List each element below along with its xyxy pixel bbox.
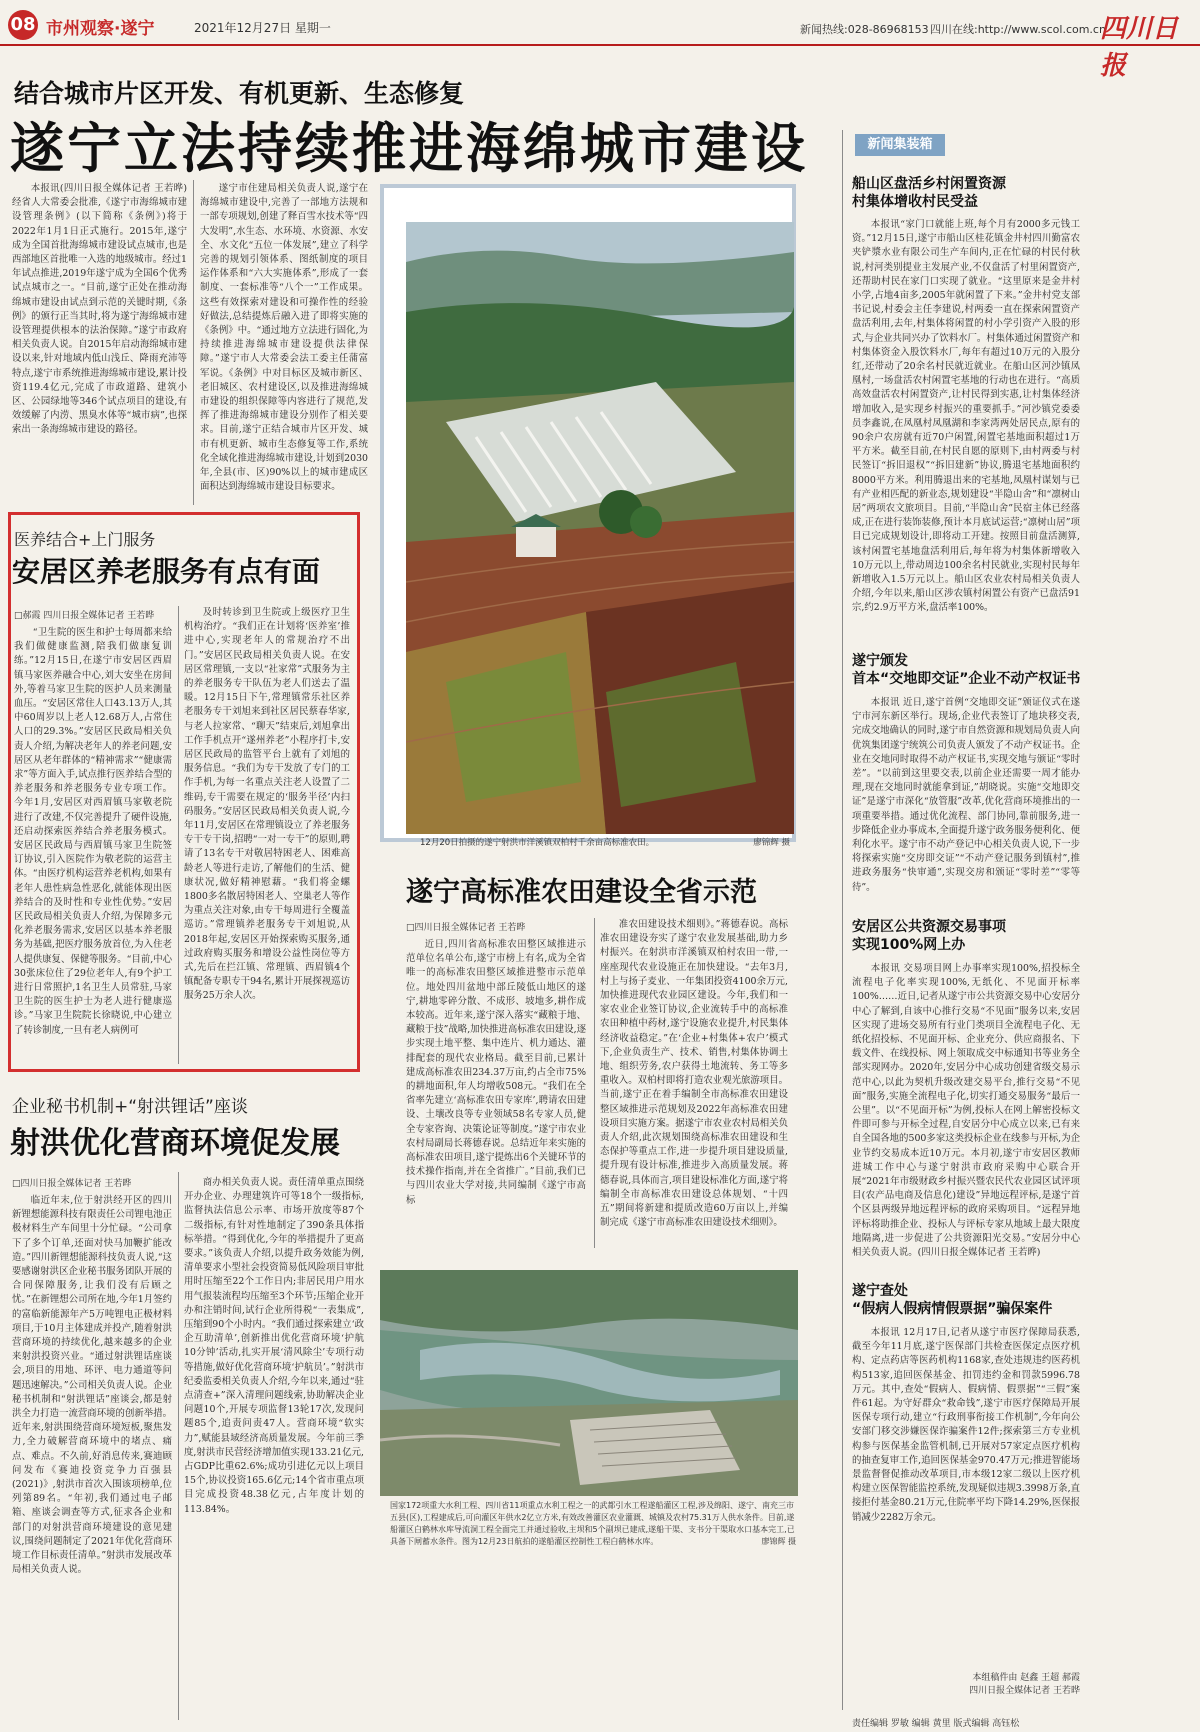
elderly-byline: □郝霞 四川日报全媒体记者 王若晔	[14, 611, 155, 621]
brief-title-3: 安居区公共资源交易事项 实现100%网上办	[852, 919, 1006, 953]
brief-title-4: 遂宁查处 “假病人假病情假票据”骗保案件	[852, 1283, 1053, 1317]
lead-title: 遂宁立法持续推进海绵城市建设	[10, 117, 808, 180]
page-number: 08	[8, 10, 38, 40]
news-container-label: 新闻集装箱	[855, 134, 945, 156]
brief-text-3: 本报讯 交易项目网上办事率实现100%,招投标全流程电子化率实现100%,无纸化、不见面开标率100%……近日,记者从遂宁市公共资源交易中心安居分中心了解到,自该中心推行交易“不见面”服务以来,安居区实现了进场交易所有行业门类项目全流程电子化、无纸化招投标、不见面开标、企业充分、供应商报名、下载文件、在线投标、网上领取成交中标通知书等业务全部实现网办。2020年,安居分中心成功创建省级交易示范中心,以此为契机升级改建交易平台,推行交易“不见面”服务,实施全流程电子化,切实打通交易服务“最后一公里”。以“不见面开标”为例,投标人在网上解密投标文件即可参与开标全过程,自安居分中心成立以来,已有来自全国各地的500多家这类投标企业在线参与开标,为企业节约交易成本近10万元。本月初,遂宁市安居区教师进城工作中心与遂宁射洪市政府采购中心联合开展“2021年市级财政乡村振兴暨农民代农业园区试评项目(农产品电商及信息化)建设”异地远程评标,是遂宁首个区县两级异地远程评标的政府采购项目。“远程异地评标将助推企业、投标人与评标专家从地域上最大限度地隔离,进一步促进了公共资源阳光交易。”安居分中心相关负责人说。(四川日报全媒体记者 王若晔)	[852, 963, 1080, 1259]
lead-kicker: 结合城市片区开发、有机更新、生态修复	[14, 79, 465, 108]
issue-date: 2021年12月27日 星期一	[194, 21, 331, 35]
masthead-logo: 四川日报	[1100, 14, 1179, 81]
elderly-title: 安居区养老服务有点有面	[12, 555, 321, 588]
elderly-column-1: “卫生院的医生和护士每周都来给我们做健康监测,陪我们做康复训练。”12月15日,在遂宁市安居区西眉镇马家医养融合中心,刘大安坐在房间外,等着马家卫生院的医护人员来测量血压。“安居区常住人口43.13万人,其中60周岁以上老人12.68万人,占常住人口的29.3%。”安居区民政局相关负责人介绍,为解决老年人的养老问题,安居区从老年群体的“精神需求”“健康需求”等方面入手,试点推行医养结合型的养老服务和养老服务专业专项工作。今年1月,安居区对西眉镇马家敬老院进行了改建,不仅完善提升了硬件设施,还启动探索医养结合养老服务模式。安居区民政局与西眉镇马家卫生院签订协议,引入医院作为敬老院的运营主体。“由医疗机构运营养老机构,如果有老年人患性病急性恶化,就能体现出医养结合的及时性和专业性优势。”安居区民政局相关负责人介绍,为保障多元化养老服务需求,安居区以基本养老服务为基础,把医疗服务放首位,为入住老人提供康复、保健等服务。“目前,中心30张床位住了29位老年人,有9个护工进行日常照护,1名卫生人员常驻,马家卫生院的医生护士为老人进行健康巡诊。”马家卫生院院长徐晓说,中心建立了转诊制度,一旦有老人病例可	[14, 627, 172, 1036]
news-hotline: 新闻热线:028-86968153	[800, 23, 929, 36]
farm-column-1: 近日,四川省高标准农田整区域推进示范单位名单公布,遂宁市榜上有名,成为全省唯一的高标准农田整区域推进整市示范单位。地处四川盆地中部丘陵低山地区的遂宁,耕地零碎分散、不成形、坡地多,耕作成本较高。近年来,遂宁深入落实“藏粮于地、藏粮于技”战略,加快推进高标准农田建设,逐步实现土地平整、集中连片、机力通达、灌排配套的现代农业格局。截至目前,已累计建成高标准农田234.37万亩,约占全市75%的耕地面积,年人均增收508元。“我们在全省率先建立‘高标准农田专家库’,聘请农田建设、土壤改良等专业领域58名专家人员,健全专家咨询、决策论证等制度。”遂宁市农业农村局副局长蒋德春说。总结近年来实施的高标准农田项目,遂宁提炼出6个关键环节的技术操作指南,并在全省推广。”目前,我们已与四川农业大学对接,共同编制《遂宁市高标	[406, 939, 586, 1206]
photo-credit: 廖锦辉 摄	[753, 838, 790, 848]
brief-text-1: 本报讯“家门口就能上班,每个月有2000多元钱工资。”12月15日,遂宁市船山区桂花镇金井村四川勤富农夹铲漿水业有限公司生产车间内,正在忙碌的村民付秋说,村河类别提业主发展产业,不仅盘活了村里闲置资产,还帮助村民在家门口实现了就业。“这里原来是金井村小学,占地4亩多,2005年就闲置了下来。”金井村党支部书记说,村委会主任李建说,村两委一直在探索闲置资产盘活利用,去年,村集体将闲置的村小学引资产入股的形式,与企业共同兴办了饮料水厂。村集体通过闲置资产和村集体资金入股饮料水厂,每年有超过10万元的入股分红,还带动了20余名村民就近就业。在船山区河沙镇凤凰村,一场盘活农村闲置宅基地的行动也在进行。“高质高效盘活农村闲置资产,让村民得到实惠,让村集体经济增加收入,是实现乡村振兴的重要抓手。”河沙镇党委委员李鑫说,在凤凰村凤凰湖和李家湾两处居民点,原有的90余户农房就有近70户闲置,闲置宅基地面积超过1万平方米。截至目前,在村民自愿的原则下,由村两委与村民签订“拆旧退权”“拆旧建新”协议,腾退宅基地面积约8000平方米。利用腾退出来的宅基地,凤凰村谋划与已有产业相匹配的新业态,规划建设“半隐山舍”和“凛树山居”两项农文旅项目。目前,“半隐山舍”民宿主体已经落成,正在进行装饰装修,预计本月底试运营;“凛树山居”项目已完成规划设计,即将动工开建。按照目前盘活测算,该村闲置宅基地盘活利用后,每年将为村集体新增收入10万元以上,带动周边100余名村民就业,实现村民每年新增收入1.5万元以上。船山区农业农村局相关负责人介绍,今年以来,船山区涉农镇村闲置公有资产已盘活91宗,约2.9万平方米,盘活率100%。	[852, 219, 1080, 614]
elderly-column-2: 及时转诊到卫生院或上级医疗卫生机构治疗。“我们正在计划将‘医养室’推进中心,实现老年人的常规治疗不出门。”安居区民政局相关负责人说。在安居区常理镇,一支以“社家常”式服务为主的养老服务专干队伍为老人们送去了温暖。12月15日下午,常理镇常乐社区养老服务专干刘旭来到社区居民蔡春华家,与老人拉家常、“聊天”结束后,刘旭拿出工作手机点开“遂州养老”小程序打卡,安居区民政局的监管平台上就有了刘旭的服务信息。“我们为专干发放了专门的工作手机,为每一名重点关注老人设置了二维码,专干需要在规定的‘服务半径’内扫码服务。”安居区民政局相关负责人说,今年11月,安居区在常理镇设立了养老服务专干专干岗,招聘“一对一专干”的原则,聘请了13名专干对敬居特困老人、困难高龄老人等进行走访,了解他们的生活、健康状况,做好精神慰藉。“我们将金螺1800多名散居特困老人、空巢老人等作为重点关注对象,由专干每周进行全覆盖巡访。”常理镇养老服务专干刘旭说,从2018年起,安居区开始探索购买服务,通过政府购买服务和增设公益性岗位等方式,先后在拦江镇、常理镇、西眉镇4个镇配备专职专干94名,累计开展探视巡访服务25万余人次。	[184, 607, 350, 1002]
business-byline: □四川日报全媒体记者 王若晔	[12, 1179, 132, 1189]
brief-title-2: 遂宁颁发 首本“交地即交证”企业不动产权证书	[852, 653, 1081, 687]
business-column-2: 商办相关负责人说。责任清单重点围绕开办企业、办理建筑许可等18个一级指标,监督执法信息公示率、市场开放度等87个二级指标,有针对性地制定了390条具体指标举措。“得到优化,今年的举措提升了更高要求。”该负责人介绍,以提升政务效能为例,清单要求小型社会投资简易低风险项目审批用时压缩至22个工作日内;非居民用户用水用气报装流程均压缩至3个环节;压缩企业开办和注销时间,试行企业所得税“一表集成”,压缩到90个小时内。“我们通过探索建立‘政企互助清单’,创新推出优化营商环境‘护航10分钟’活动,扎实开展‘清风除尘’专项行动等措施,做好优化营商环境‘护航员’。”射洪市纪委监委相关负责人介绍,今年以来,通过“驻点清查+”深入清理问题线索,协助解决企业问题10个,开展专项监督13轮17次,发现问题85个,追责问责47人。营商环境“软实力”,赋能县域经济高质量发展。今年前三季度,射洪市民营经济增加值实现133.21亿元,占GDP比重62.6%;成功引进亿元以上项目15个,协议投资165.6亿元;14个省市重点项目完成投资48.38亿元,占年度计划的113.84%。	[184, 1177, 364, 1515]
farmland-photo	[406, 222, 794, 834]
business-column-1: 临近年末,位于射洪经开区的四川新锂想能源科技有限责任公司锂电池正极材料生产车间里十分忙碌。“公司拿下了多个订单,还面对快马加鞭扩能改造。”四川新锂想能源科技负责人说,“这要感谢射洪区企业秘书服务团队开展的合同保障服务,让我们没有后顾之忧。”在新锂想公司所在地,今年1月签约的富临新能源年产5万吨锂电正极材料项目,于10月主体建成并投产,随着射洪营商环境的持续优化,越来越多的企业来射洪投资兴业。“通过射洪锂话座谈会,项目的用地、环评、电力通道等问题迅速解决。”公司相关负责人说。企业秘书机制和“射洪锂话”座谈会,都是射洪全力打造一流营商环境的创新举措。近年来,射洪围绕营商环境短板,聚焦发力,全力破解营商环境中的堵点、痛点、难点。不久前,好消息传来,赛迪顾问发布《赛迪投资竞争力百强县(2021)》,射洪市首次入围该项榜单,位列第89名。“年初,我们通过电子邮箱、座谈会调查等方式,征求各企业和部门的对射洪营商环境建设的意见建议,围绕问题制定了2021年优化营商环境工作目标责任清单。”射洪市发展改革局相关负责人说。	[12, 1195, 172, 1576]
photo-credit: 廖锦辉 摄	[761, 1537, 796, 1546]
brief-text-2: 本报讯 近日,遂宁首例“交地即交证”颁证仪式在遂宁市河东新区举行。现场,企业代表签订了地块移交表,完成交地确认的同时,遂宁市自然资源和规划局负责人向优筑集团遂宁统筑公司负责人颁发了不动产权证书。企业在交地同时取得不动产权证书,实现交地与颁证“零时差”。“以前到这里要交表,以前企业还需要一周才能办理,现在交地同时就能拿到证,”胡晓说。实施“交地即交证”是遂宁市深化“放管服”改革,优化营商环境推出的一项重要举措。通过优化流程、部门协同,靠前服务,进一步降低企业办事成本,全面提升遂宁政务服务便利化、便利化水平。遂宁市不动产登记中心相关负责人说,下一步将探索实施“交房即交证”“不动产登记服务到镇村”,推进政务服务“快审通”,实现交房和颁证“零时差”“零等待”。	[852, 697, 1080, 893]
brief-title-1: 船山区盘活乡村闲置资源 村集体增收村民受益	[852, 176, 1006, 210]
lead-column-1: 本报讯(四川日报全媒体记者 王若晔)经省人大常委会批准,《遂宁市海绵城市建设管理条例》(以下简称《条例》)将于2022年1月1日正式施行。2015年,遂宁成为全国首批海绵城市建设试点城市,也是西部地区首批唯一入选的地级城市。经过1年试点推进,2019年遂宁成为全国6个优秀试点城市之一。“目前,遂宁正处在推动海绵城市建设由试点到示范的关键时期,《条例》的颁行正当其时,将为遂宁海绵城市建设管理提供根本的法治保障。”遂宁市政府相关负责人说。自2015年启动海绵城市建设以来,针对地域内低山浅丘、降雨充沛等特点,遂宁市系统推进海绵城市建设,累计投资119.4亿元,完成了市政道路、建筑小区、公园绿地等346个试点项目的建设,有效缓解了内涝、黑臭水体等“城市病”,也探索出一条海绵城市建设的路径。	[12, 183, 187, 436]
column-divider	[178, 606, 179, 1064]
farm-title: 遂宁高标准农田建设全省示范	[406, 877, 757, 908]
column-divider	[842, 130, 843, 1710]
column-divider	[193, 180, 194, 505]
business-title: 射洪优化营商环境促发展	[10, 1126, 340, 1161]
farm-byline: □四川日报全媒体记者 王若晔	[406, 923, 526, 933]
reservoir-aerial-photo	[380, 1270, 798, 1496]
section-name: 市州观察·遂宁	[46, 19, 155, 39]
lead-column-2: 遂宁市住建局相关负责人说,遂宁在海绵城市建设中,完善了一部地方法规和一部专项规划,创建了释百雪水技术等“四大发明”,水生态、水环境、水资源、水安全、水文化“五位一体发展”,建立了科学完善的规划引领体系、图纸制度的项目运作体系和“六大实施体系”,形成了一套制度、一套标准等“八个一”工作成果。这些有效探索对建设和可操作性的经验好做法,总结提炼后融入进了即将实施的《条例》中。“通过地方立法进行固化,为持续推进海绵城市建设提供法律保障。”遂宁市人大常委会法工委主任蒲富军说。《条例》中对目标区及城市新区、老旧城区、农村建设区,以及推进海绵城市建设的组织保障等内容进行了规范,发挥了推进海绵城市建设分别作了相关要求。目前,遂宁正结合城市片区开发、城市有机更新、城市生态修复等工作,系统化全域化推进海绵城市建设,计划到2030年,全县(市、区)90%以上的城市建成区面积达到海绵城市建设目标要求。	[200, 183, 368, 493]
column-divider	[178, 1172, 179, 1720]
farm-column-2: 准农田建设技术细则》。”蒋德春说。高标准农田建设夯实了遂宁农业发展基础,助力乡村振兴。在射洪市洋溪镇双柏村农田一带,一座座现代农业设施正在加快建设。“去年3月,村上与扬子麦业、一年集团投资4100余万元,加快推进现代农业园区建设。今年,我们和一家农业企业签订协议,企业流转手中的高标准农田种植中药材,遂宁设施农业提升,村民集体经济收益稳定。”在‘企业+村集体+农户’模式下,企业负责生产、技术、销售,村集体协调土地、组织劳务,农户获得土地流转、务工等多重收入。双柏村即将打造农业观光旅游项目。当前,遂宁正在着手编制全市高标准农田建设整区域推进示范规划及2022年高标准农田建设项目实施方案。据遂宁市农业农村局相关负责人介绍,此次规划围绕高标准农田建设和生态保护等重点工作,进一步提升项目建设质量,提升现有设计标准,推进步入高质量发展。蒋德春说,具体而言,项目建设标准化方面,遂宁将编制全市高标准农田建设总体规划、“十四五”期间将新建和提质改造60万亩以上,并编制完成《遂宁市高标准农田建设技术细则》。	[600, 919, 788, 1229]
briefs-byline: 本组稿件由 赵鑫 王超 郝霞 四川日报全媒体记者 王若晔	[969, 1673, 1080, 1696]
elderly-kicker: 医养结合+上门服务	[14, 530, 156, 549]
brief-text-4: 本报讯 12月17日,记者从遂宁市医疗保障局获悉,截至今年11月底,遂宁医保部门共检查医保定点医疗机构、定点药店等医药机构1168家,查处违规违约医药机构513家,追回医保基金、扣罚违约金和罚款5996.78万元。其中,查处“假病人、假病情、假票据”“三假”案件61起。为守好群众“救命钱”,遂宁市医疗保障局开展医保专项行动,建立“行政刑事衔接工作机制”,今年向公安部门移交涉嫌医保诈骗案件12件;探索第三方专业机构参与医保基金监管机制,已开展对57家定点医疗机构的抽查复审工作,追回医保基金970.47万元;推进智能场景监督督促推动改革项目,市本级12家二级以上医疗机构建立医保智能监控系统,发现疑似违规3.3998万条,直接拒付基金80.21万元,住院率平均下降14.29%,医保报销减少2282万余元。	[852, 1327, 1080, 1523]
aerial-photo-caption: 国家172项重大水利工程、四川省11项重点水利工程之一的武都引水工程遂船灌区工程,涉及绵阳、遂宁、南充三市五县(区),工程建成后,可向灌区年供水2亿立方米,有效改善灌区农业灌溉、城镇及农村75.31万人供水条件。目前,遂船灌区白鹤林水库导流洞工程全面完工并通过验收,主坝和5个副坝已建成,遂船干渠、支书分干渠取水口基本完工,已具备下闸蓄水条件。图为12月23日航拍的遂船灌区控制性工程白鹤林水库。 廖锦辉 摄	[390, 1501, 796, 1546]
column-divider	[594, 918, 595, 1248]
website-link[interactable]: 四川在线:http://www.scol.com.cn	[930, 23, 1106, 36]
editor-credits: 责任编辑 罗敏 编辑 黄里 版式编辑 高钰松	[852, 1719, 1020, 1729]
business-kicker: 企业秘书机制+“射洪锂话”座谈	[12, 1097, 248, 1117]
farm-photo-caption: 12月20日拍摄的遂宁射洪市洋溪镇双柏村千余亩高标准农田。 廖锦辉 摄	[420, 838, 790, 848]
